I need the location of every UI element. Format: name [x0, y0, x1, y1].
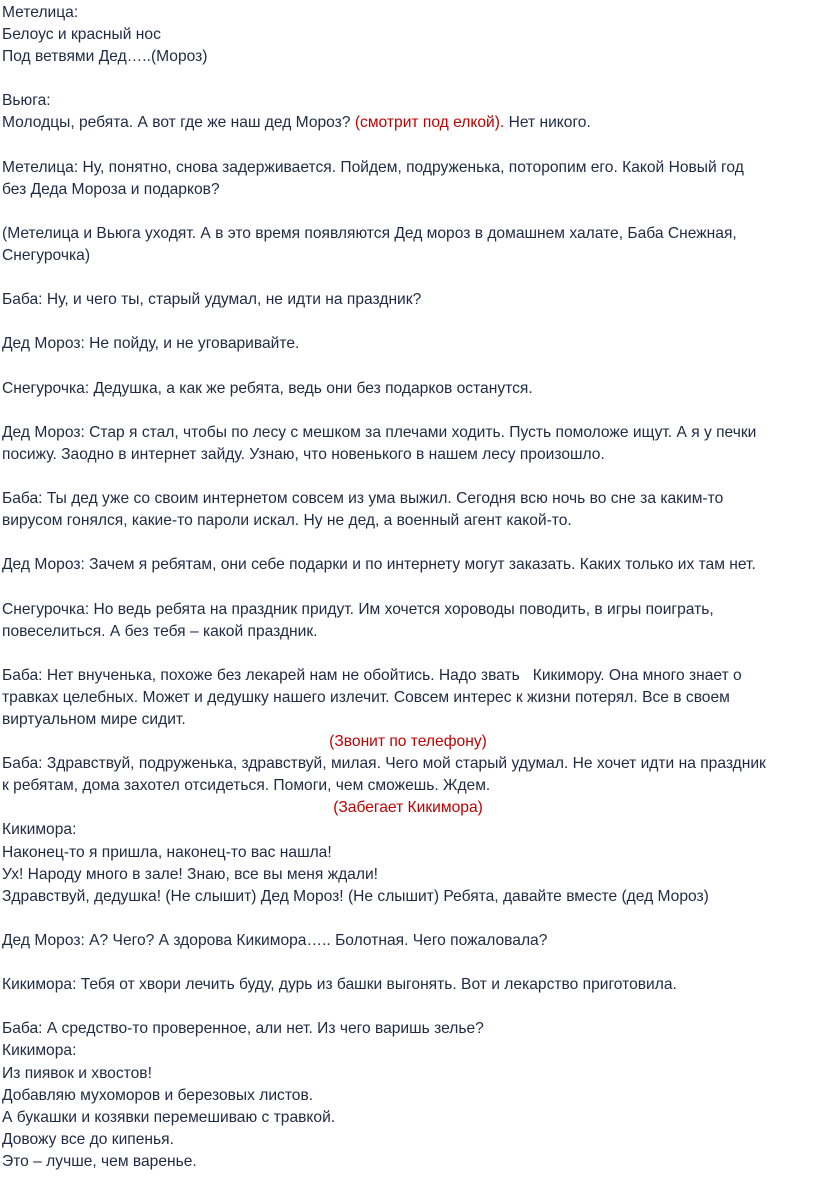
- text-line: [2, 886, 816, 908]
- line-text: Белоус и красный нос: [2, 26, 161, 44]
- text-line: [2, 488, 816, 510]
- line-text: травках целебных. Может и дедушку нашего излечит. Совсем интерес к жизни потерял. Все в своем: [2, 688, 730, 706]
- line-text: Снегурочка): [2, 247, 91, 265]
- blank-line: [2, 532, 816, 554]
- line-text: Наконец-то я пришла, наконец-то вас нашла!: [2, 843, 332, 861]
- blank-line: [2, 356, 816, 378]
- text-line: [2, 1085, 816, 1107]
- text-line: [2, 621, 816, 643]
- text-line: [2, 245, 816, 267]
- text-line: [2, 599, 816, 621]
- text-line: [2, 554, 816, 576]
- line-text: Под ветвями Дед…..(Мороз): [2, 48, 208, 66]
- line-text: Дед Мороз: Не пойду, и не уговаривайте.: [2, 335, 300, 353]
- text-line: [2, 157, 816, 179]
- line-text: Метелица: Ну, понятно, снова задерживается. Пойдем, подруженька, поторопим его. Какой Новый год: [2, 158, 744, 176]
- text-line: [2, 1129, 816, 1151]
- text-line: [2, 289, 816, 311]
- text-line: [2, 2, 816, 24]
- line-text: посижу. Заодно в интернет зайду. Узнаю, что новенького в нашем лесу произошло.: [2, 445, 605, 463]
- text-line: [2, 112, 816, 134]
- blank-line: [2, 996, 816, 1018]
- blank-line: [2, 267, 816, 289]
- text-line: [2, 1040, 816, 1062]
- line-text: Баба: Ты дед уже со своим интернетом совсем из ума выжил. Сегодня всю ночь во сне за каким-то: [2, 490, 724, 508]
- line-text: Кикимора:: [2, 821, 77, 839]
- text-line: [2, 709, 816, 731]
- line-text: Вьюга:: [2, 92, 51, 110]
- line-text: Довожу все до кипенья.: [2, 1130, 174, 1148]
- line-text: Кикимора: Тебя от хвори лечить буду, дурь из башки выгонять. Вот и лекарство приготовила.: [2, 976, 677, 994]
- blank-line: [2, 311, 816, 333]
- text-line: [2, 179, 816, 201]
- blank-line: [2, 576, 816, 598]
- blank-line: [2, 68, 816, 90]
- text-line: [2, 930, 816, 952]
- text-line: [2, 864, 816, 886]
- stage-direction-line: [2, 731, 814, 753]
- line-text: Дед Мороз: А? Чего? А здорова Кикимора….. Болотная. Чего пожаловала?: [2, 931, 548, 949]
- line-text-continued: Нет никого.: [504, 114, 591, 132]
- text-line: [2, 422, 816, 444]
- line-text: (Метелица и Вьюга уходят. А в это время появляются Дед мороз в домашнем халате, Баба Снежная,: [2, 224, 737, 242]
- line-text: Дед Мороз: Стар я стал, чтобы по лесу с мешком за плечами ходить. Пусть помоложе ищут. А я у печки: [2, 423, 757, 441]
- line-text: вирусом гонялся, какие-то пароли искал. Ну не дед, а военный агент какой-то.: [2, 512, 572, 530]
- line-text: Молодцы, ребята. А вот где же наш дед Мороз?: [2, 114, 355, 132]
- stage-direction-text: (Звонит по телефону): [329, 733, 487, 751]
- line-text: повеселиться. А без тебя – какой праздник.: [2, 622, 318, 640]
- text-line: [2, 444, 816, 466]
- text-line: [2, 775, 816, 797]
- line-text: Баба: Нет внученька, похоже без лекарей нам не обойтись. Надо звать Кикимору. Она много знает о: [2, 666, 742, 684]
- line-text: без Деда Мороза и подарков?: [2, 180, 220, 198]
- text-line: [2, 974, 816, 996]
- text-line: [2, 753, 816, 775]
- text-line: [2, 333, 816, 355]
- line-text: к ребятам, дома захотел отсидеться. Помоги, чем сможешь. Ждем.: [2, 777, 491, 795]
- stage-direction-text: (смотрит под елкой).: [354, 114, 505, 132]
- blank-line: [2, 643, 816, 665]
- line-text: Это – лучше, чем варенье.: [2, 1152, 197, 1170]
- text-line: [2, 1063, 816, 1085]
- line-text: Кикимора:: [2, 1042, 77, 1060]
- text-line: [2, 46, 816, 68]
- text-line: [2, 1018, 816, 1040]
- text-line: [2, 510, 816, 532]
- text-line: [2, 378, 816, 400]
- blank-line: [2, 952, 816, 974]
- line-text: виртуальном мире сидит.: [2, 711, 186, 728]
- line-text: Снегурочка: Но ведь ребята на праздник придут. Им хочется хороводы поводить, в игры поиграть,: [2, 600, 714, 618]
- line-text: Метелица:: [2, 4, 79, 21]
- text-line: [2, 819, 816, 841]
- text-line: [2, 1107, 816, 1129]
- text-line: [2, 687, 816, 709]
- text-line: [2, 24, 816, 46]
- blank-line: [2, 466, 816, 488]
- line-text: Ух! Народу много в зале! Знаю, все вы меня ждали!: [2, 865, 378, 883]
- text-line: [2, 842, 816, 864]
- text-line: [2, 665, 816, 687]
- line-text: Баба: Ну, и чего ты, старый удумал, не идти на праздник?: [2, 291, 422, 309]
- line-text: Дед Мороз: Зачем я ребятам, они себе подарки и по интернету могут заказать. Каких только их там нет.: [2, 556, 756, 574]
- line-text: Из пиявок и хвостов!: [2, 1064, 152, 1082]
- line-text: Добавляю мухоморов и березовых листов.: [2, 1086, 314, 1104]
- text-line: [2, 223, 816, 245]
- text-line: [2, 1151, 816, 1173]
- line-text: Баба: Здравствуй, подруженька, здравствуй, милая. Чего мой старый удумал. Не хочет идти на праздник: [2, 755, 766, 773]
- blank-line: [2, 135, 816, 157]
- stage-direction-text: (Забегает Кикимора): [333, 799, 483, 817]
- line-text: Снегурочка: Дедушка, а как же ребята, ведь они без подарков останутся.: [2, 379, 533, 397]
- line-text: А букашки и козявки перемешиваю с травкой.: [2, 1108, 336, 1126]
- blank-line: [2, 908, 816, 930]
- stage-direction-line: [2, 797, 814, 819]
- text-line: [2, 90, 816, 112]
- line-text: Здравствуй, дедушка! (Не слышит) Дед Мороз! (Не слышит) Ребята, давайте вместе (дед Мороз): [2, 887, 709, 905]
- blank-line: [2, 201, 816, 223]
- blank-line: [2, 400, 816, 422]
- line-text: Баба: А средство-то проверенное, али нет. Из чего варишь зелье?: [2, 1020, 484, 1038]
